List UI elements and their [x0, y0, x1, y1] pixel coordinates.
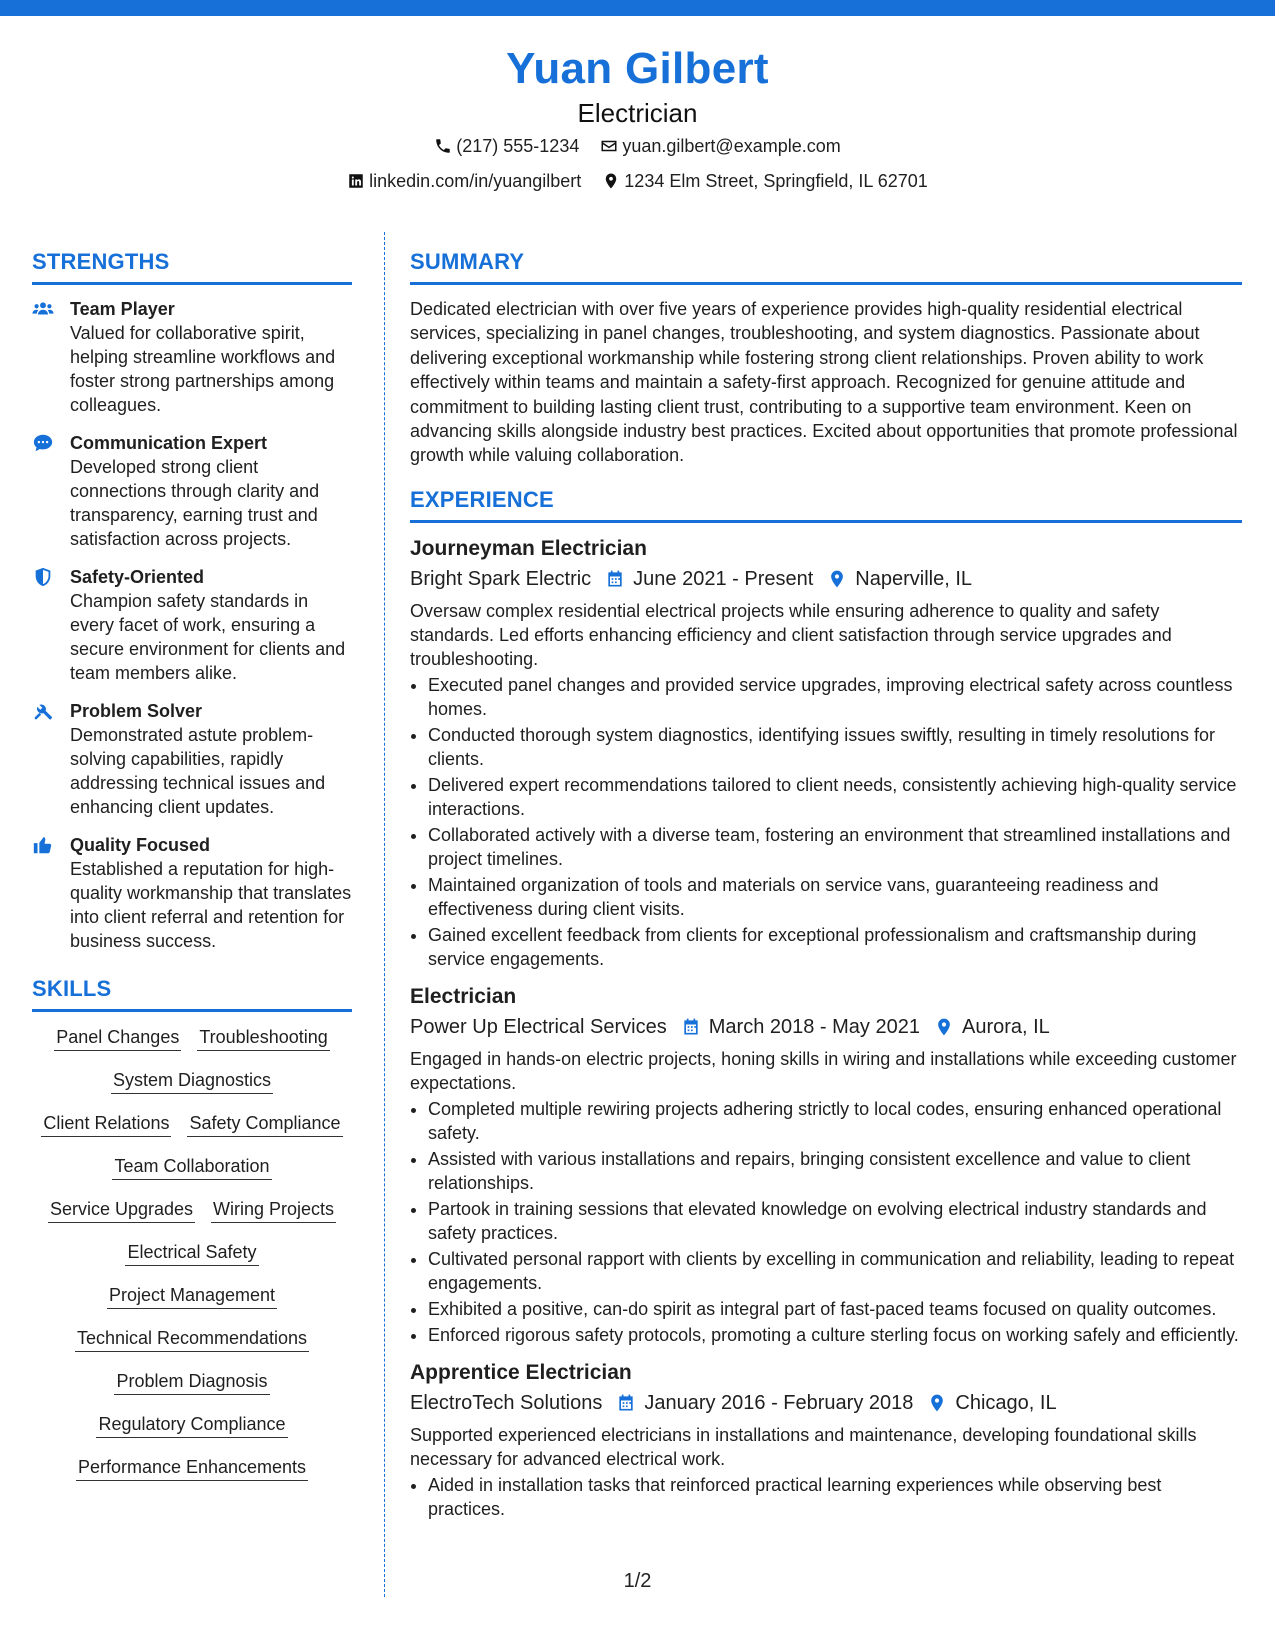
job-meta: [410, 1013, 1242, 1041]
page-number: 1/2: [623, 1570, 652, 1592]
list-item: • Maintained organization of tools and materials on service vans, guaranteeing readiness and effectiveness during client visits.: [428, 873, 1242, 921]
contact-row-1: [0, 130, 1275, 165]
job-company: Bright Spark Electric: [410, 567, 592, 590]
strength-item: [32, 297, 352, 417]
strength-title: Safety-Oriented: [70, 567, 205, 587]
summary-text: Dedicated electrician with over five years of experience provides high-quality residential electrical services, specializing in panel changes, troubleshooting, and system diagnostics. Passionate about delivering exceptional workmanship while fostering strong client relationships. Proven ability to work effectively within teams and maintain a safety-first approach. Recognized for genuine attitude and commitment to building lasting client trust, contributing to a supportive team environment. Keen on advancing skills alongside industry best practices. Excited about opportunities that promote professional growth while valuing collaboration.: [410, 299, 1238, 466]
job-description: Supported experienced electricians in installations and maintenance, developing foundational skills necessary for advanced electrical work.: [410, 1424, 1197, 1469]
email-contact[interactable]: [600, 130, 840, 162]
skills-list: [32, 1024, 352, 1484]
job-location: Chicago, IL: [955, 1391, 1057, 1414]
strength-item: [32, 699, 352, 819]
list-item: • Conducted thorough system diagnostics, identifying issues swiftly, resulting in timely resolutions for clients.: [428, 723, 1242, 771]
contact-row-2: [0, 165, 1275, 200]
job-bullets: [410, 1473, 1242, 1521]
skill-tag: Regulatory Compliance: [96, 1411, 287, 1438]
skill-tag: Team Collaboration: [112, 1153, 271, 1180]
linkedin-icon: [347, 172, 365, 190]
calendar-icon: [616, 1393, 636, 1413]
list-item: • Aided in installation tasks that reinforced practical learning experiences while observing best practices.: [428, 1473, 1242, 1521]
skill-tag: Troubleshooting: [197, 1024, 329, 1051]
strength-title: Team Player: [70, 299, 175, 319]
strength-title: Communication Expert: [70, 433, 268, 453]
list-item: • Delivered expert recommendations tailored to client needs, consistently achieving high-quality service interactions.: [428, 773, 1242, 821]
job-company: ElectroTech Solutions: [410, 1391, 603, 1414]
address-contact: [602, 165, 928, 197]
map-pin-icon: [927, 1393, 947, 1413]
skill-tag: Technical Recommendations: [75, 1325, 309, 1352]
job-bullets: [410, 673, 1242, 971]
candidate-name: Yuan Gilbert: [506, 44, 769, 93]
job-bullets: [410, 1097, 1242, 1347]
shield-icon: [32, 566, 54, 588]
job-position: Journeyman Electrician: [410, 536, 647, 560]
strength-desc: Developed strong client connections through clarity and transparency, earning trust and satisfaction across projects.: [70, 457, 320, 549]
skill-tag: Problem Diagnosis: [114, 1368, 269, 1395]
job-dates: January 2016 - February 2018: [644, 1391, 914, 1414]
strength-desc: Established a reputation for high-quality workmanship that translates into client referral and retention for business success.: [70, 859, 352, 951]
users-icon: [32, 298, 54, 320]
map-pin-icon: [602, 172, 620, 190]
list-item: • Gained excellent feedback from clients for exceptional professionalism and craftsmanship during service engagements.: [428, 923, 1242, 971]
thumbs-up-icon: [32, 834, 54, 856]
strength-title: Quality Focused: [70, 835, 211, 855]
skills-heading: SKILLS: [32, 975, 352, 1012]
strength-desc: Valued for collaborative spirit, helping streamline workflows and foster strong partnerships among colleagues.: [70, 323, 336, 415]
list-item: • Executed panel changes and provided service upgrades, improving electrical safety across countless homes.: [428, 673, 1242, 721]
summary-heading: SUMMARY: [410, 248, 1242, 285]
phone-contact: [434, 130, 579, 162]
job-entry: [410, 535, 1242, 971]
skill-tag: Wiring Projects: [211, 1196, 336, 1223]
linkedin-contact[interactable]: [347, 165, 581, 197]
list-item: • Completed multiple rewiring projects adhering strictly to local codes, ensuring enhanced operational safety.: [428, 1097, 1242, 1145]
calendar-icon: [605, 569, 625, 589]
map-pin-icon: [827, 569, 847, 589]
strengths-heading: STRENGTHS: [32, 248, 352, 285]
tools-icon: [32, 700, 54, 722]
skill-tag: Client Relations: [41, 1110, 171, 1137]
envelope-icon: [600, 137, 618, 155]
list-item: • Cultivated personal rapport with clients by excelling in communication and reliability, leading to repeat engagements.: [428, 1247, 1242, 1295]
list-item: • Partook in training sessions that elevated knowledge on evolving electrical industry standards and safety practices.: [428, 1197, 1242, 1245]
job-meta: [410, 565, 1242, 593]
address-text: 1234 Elm Street, Springfield, IL 62701: [624, 171, 928, 191]
experience-heading: EXPERIENCE: [410, 486, 1242, 523]
skill-tag: Safety Compliance: [187, 1110, 342, 1137]
skill-tag: Electrical Safety: [125, 1239, 258, 1266]
strength-title: Problem Solver: [70, 701, 203, 721]
job-entry: [410, 983, 1242, 1347]
job-meta: [410, 1389, 1242, 1417]
strength-item: [32, 431, 352, 551]
list-item: • Assisted with various installations and repairs, bringing consistent excellence and value to client relationships.: [428, 1147, 1242, 1195]
strength-desc: Champion safety standards in every facet of work, ensuring a secure environment for clients and team members alike.: [70, 591, 346, 683]
email-text: yuan.gilbert@example.com: [622, 136, 841, 156]
job-entry: [410, 1359, 1242, 1521]
list-item: • Collaborated actively with a diverse team, fostering an environment that streamlined installations and project timelines.: [428, 823, 1242, 871]
job-location: Aurora, IL: [961, 1015, 1050, 1038]
job-position: Electrician: [410, 984, 517, 1008]
column-divider: [384, 232, 385, 1597]
linkedin-text: linkedin.com/in/yuangilbert: [369, 171, 582, 191]
strength-desc: Demonstrated astute problem-solving capabilities, rapidly addressing technical issues and enhancing client updates.: [70, 725, 326, 817]
map-pin-icon: [934, 1017, 954, 1037]
skill-tag: Service Upgrades: [48, 1196, 195, 1223]
chat-icon: [32, 432, 54, 454]
right-column: [410, 248, 1242, 1533]
job-description: Engaged in hands-on electric projects, honing skills in wiring and installations while exceeding customer expectations.: [410, 1048, 1237, 1093]
left-column: [32, 248, 352, 1497]
strength-item: [32, 565, 352, 685]
list-item: • Enforced rigorous safety protocols, promoting a culture sterling focus on working safely and efficiently.: [428, 1323, 1242, 1347]
skill-tag: Project Management: [107, 1282, 277, 1309]
list-item: • Exhibited a positive, can-do spirit as integral part of fast-paced teams focused on quality outcomes.: [428, 1297, 1242, 1321]
job-dates: June 2021 - Present: [633, 567, 814, 590]
top-accent-bar: [0, 0, 1275, 16]
job-company: Power Up Electrical Services: [410, 1015, 667, 1038]
job-location: Naperville, IL: [855, 567, 973, 590]
phone-icon: [434, 137, 452, 155]
skill-tag: Performance Enhancements: [76, 1454, 308, 1481]
phone-text: (217) 555-1234: [456, 136, 580, 156]
strength-item: [32, 833, 352, 953]
job-title: Electrician: [577, 98, 698, 128]
resume-header: [0, 42, 1275, 200]
job-description: Oversaw complex residential electrical projects while ensuring adherence to quality and safety standards. Led efforts enhancing efficiency and client satisfaction through service upgrades and troubleshooting.: [410, 600, 1172, 669]
skill-tag: System Diagnostics: [111, 1067, 273, 1094]
calendar-icon: [681, 1017, 701, 1037]
job-position: Apprentice Electrician: [410, 1360, 632, 1384]
skill-tag: Panel Changes: [54, 1024, 181, 1051]
job-dates: March 2018 - May 2021: [708, 1015, 920, 1038]
